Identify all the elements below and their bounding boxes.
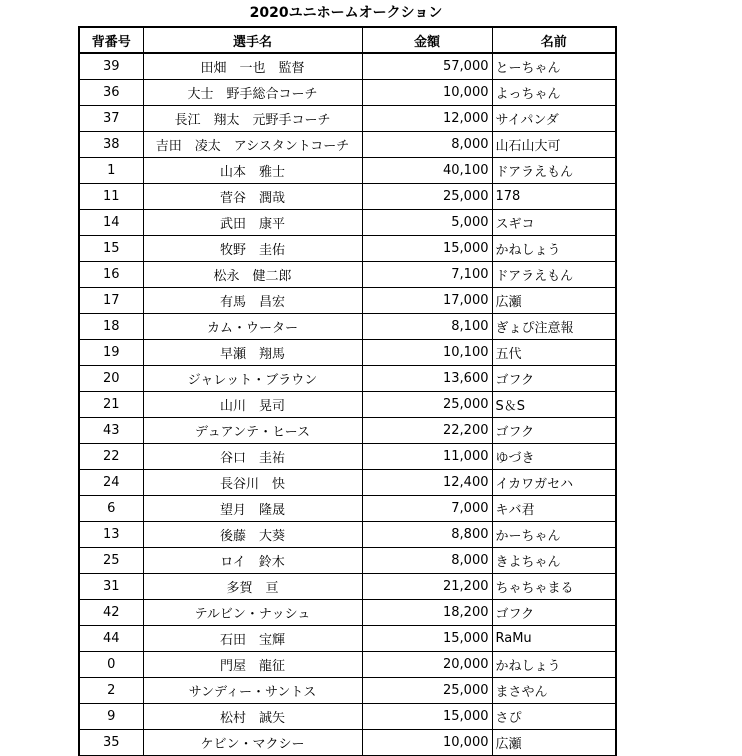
cell-uniform-number: 36 xyxy=(79,79,143,105)
cell-bidder-name: 広瀬 xyxy=(492,287,616,313)
cell-uniform-number: 0 xyxy=(79,651,143,677)
cell-uniform-number: 14 xyxy=(79,209,143,235)
cell-player-name: デュアンテ・ヒース xyxy=(143,417,362,443)
cell-uniform-number: 17 xyxy=(79,287,143,313)
cell-amount: 7,000 xyxy=(362,495,492,521)
cell-bidder-name: かねしょう xyxy=(492,651,616,677)
cell-uniform-number: 16 xyxy=(79,261,143,287)
table-row xyxy=(79,521,616,547)
table-row xyxy=(79,391,616,417)
cell-uniform-number: 11 xyxy=(79,183,143,209)
cell-uniform-number: 6 xyxy=(79,495,143,521)
table-row xyxy=(79,287,616,313)
cell-amount: 15,000 xyxy=(362,625,492,651)
cell-uniform-number: 15 xyxy=(79,235,143,261)
cell-player-name: 望月 隆晟 xyxy=(143,495,362,521)
table-row xyxy=(79,53,616,79)
cell-bidder-name: ぎょぴ注意報 xyxy=(492,313,616,339)
cell-amount: 15,000 xyxy=(362,703,492,729)
cell-uniform-number: 21 xyxy=(79,391,143,417)
cell-uniform-number: 37 xyxy=(79,105,143,131)
cell-player-name: 田畑 一也 監督 xyxy=(143,53,362,79)
cell-bidder-name: 五代 xyxy=(492,339,616,365)
cell-player-name: 後藤 大葵 xyxy=(143,521,362,547)
cell-uniform-number: 24 xyxy=(79,469,143,495)
cell-uniform-number: 31 xyxy=(79,573,143,599)
cell-bidder-name: スギコ xyxy=(492,209,616,235)
cell-bidder-name: きよちゃん xyxy=(492,547,616,573)
table-row xyxy=(79,703,616,729)
table-row xyxy=(79,235,616,261)
cell-player-name: 武田 康平 xyxy=(143,209,362,235)
table-row xyxy=(79,183,616,209)
cell-bidder-name: よっちゃん xyxy=(492,79,616,105)
cell-bidder-name: ちゃちゃまる xyxy=(492,573,616,599)
header-bidder-name: 名前 xyxy=(492,27,616,53)
cell-amount: 8,800 xyxy=(362,521,492,547)
cell-bidder-name: 山石山大可 xyxy=(492,131,616,157)
cell-player-name: ケビン・マクシー xyxy=(143,729,362,755)
cell-bidder-name: RaMu xyxy=(492,625,616,651)
cell-bidder-name: ドアラえもん xyxy=(492,157,616,183)
cell-amount: 8,000 xyxy=(362,547,492,573)
cell-player-name: カム・ウーター xyxy=(143,313,362,339)
table-row xyxy=(79,599,616,625)
cell-amount: 12,400 xyxy=(362,469,492,495)
cell-amount: 8,000 xyxy=(362,131,492,157)
cell-amount: 21,200 xyxy=(362,573,492,599)
cell-amount: 10,100 xyxy=(362,339,492,365)
cell-bidder-name: サイパンダ xyxy=(492,105,616,131)
cell-bidder-name: ゴフク xyxy=(492,417,616,443)
table-row xyxy=(79,469,616,495)
table-row xyxy=(79,105,616,131)
cell-amount: 57,000 xyxy=(362,53,492,79)
cell-uniform-number: 19 xyxy=(79,339,143,365)
table-body xyxy=(79,53,616,755)
cell-player-name: ジャレット・ブラウン xyxy=(143,365,362,391)
table-row xyxy=(79,365,616,391)
cell-bidder-name: イカワガセハ xyxy=(492,469,616,495)
cell-player-name: ロイ 鈴木 xyxy=(143,547,362,573)
cell-amount: 15,000 xyxy=(362,235,492,261)
cell-player-name: 長江 翔太 元野手コーチ xyxy=(143,105,362,131)
cell-player-name: 早瀬 翔馬 xyxy=(143,339,362,365)
cell-player-name: 石田 宝輝 xyxy=(143,625,362,651)
header-player-name: 選手名 xyxy=(143,27,362,53)
cell-player-name: 多賀 亘 xyxy=(143,573,362,599)
cell-uniform-number: 38 xyxy=(79,131,143,157)
cell-player-name: 松永 健二郎 xyxy=(143,261,362,287)
cell-amount: 10,000 xyxy=(362,79,492,105)
header-amount: 金額 xyxy=(362,27,492,53)
cell-player-name: 門屋 龍征 xyxy=(143,651,362,677)
table-row xyxy=(79,339,616,365)
cell-bidder-name: ドアラえもん xyxy=(492,261,616,287)
cell-amount: 5,000 xyxy=(362,209,492,235)
cell-uniform-number: 13 xyxy=(79,521,143,547)
cell-amount: 25,000 xyxy=(362,391,492,417)
cell-uniform-number: 20 xyxy=(79,365,143,391)
cell-amount: 40,100 xyxy=(362,157,492,183)
cell-uniform-number: 18 xyxy=(79,313,143,339)
cell-uniform-number: 35 xyxy=(79,729,143,755)
cell-player-name: 長谷川 快 xyxy=(143,469,362,495)
cell-amount: 22,200 xyxy=(362,417,492,443)
table-row xyxy=(79,131,616,157)
cell-amount: 8,100 xyxy=(362,313,492,339)
cell-amount: 11,000 xyxy=(362,443,492,469)
cell-player-name: 山本 雅士 xyxy=(143,157,362,183)
cell-uniform-number: 22 xyxy=(79,443,143,469)
cell-uniform-number: 44 xyxy=(79,625,143,651)
cell-player-name: 吉田 凌太 アシスタントコーチ xyxy=(143,131,362,157)
table-row xyxy=(79,625,616,651)
cell-bidder-name: さぴ xyxy=(492,703,616,729)
table-row xyxy=(79,157,616,183)
cell-player-name: テルビン・ナッシュ xyxy=(143,599,362,625)
cell-uniform-number: 25 xyxy=(79,547,143,573)
cell-bidder-name: キバ君 xyxy=(492,495,616,521)
cell-player-name: 大士 野手総合コーチ xyxy=(143,79,362,105)
cell-amount: 7,100 xyxy=(362,261,492,287)
cell-uniform-number: 43 xyxy=(79,417,143,443)
table-row xyxy=(79,573,616,599)
cell-amount: 25,000 xyxy=(362,183,492,209)
cell-uniform-number: 1 xyxy=(79,157,143,183)
cell-amount: 12,000 xyxy=(362,105,492,131)
table-row xyxy=(79,651,616,677)
cell-uniform-number: 39 xyxy=(79,53,143,79)
auction-table xyxy=(78,26,617,756)
table-row xyxy=(79,443,616,469)
table-row xyxy=(79,79,616,105)
cell-uniform-number: 9 xyxy=(79,703,143,729)
cell-amount: 10,000 xyxy=(362,729,492,755)
table-row xyxy=(79,261,616,287)
cell-player-name: 谷口 圭祐 xyxy=(143,443,362,469)
table-row xyxy=(79,495,616,521)
table-row xyxy=(79,547,616,573)
cell-bidder-name: かーちゃん xyxy=(492,521,616,547)
cell-player-name: 有馬 昌宏 xyxy=(143,287,362,313)
page-title: 2020ユニホームオークション xyxy=(249,5,443,21)
cell-uniform-number: 2 xyxy=(79,677,143,703)
cell-bidder-name: まさやん xyxy=(492,677,616,703)
cell-bidder-name: かねしょう xyxy=(492,235,616,261)
cell-amount: 13,600 xyxy=(362,365,492,391)
cell-bidder-name: 178 xyxy=(492,183,616,209)
cell-bidder-name: ゆづき xyxy=(492,443,616,469)
header-uniform-number: 背番号 xyxy=(79,27,143,53)
cell-uniform-number: 42 xyxy=(79,599,143,625)
table-header-row xyxy=(79,27,616,53)
cell-player-name: 牧野 圭佑 xyxy=(143,235,362,261)
cell-bidder-name: 広瀬 xyxy=(492,729,616,755)
table-row xyxy=(79,209,616,235)
cell-bidder-name: ゴフク xyxy=(492,365,616,391)
table-row xyxy=(79,313,616,339)
table-row xyxy=(79,729,616,755)
cell-bidder-name: S＆S xyxy=(492,391,616,417)
cell-amount: 17,000 xyxy=(362,287,492,313)
cell-player-name: サンディー・サントス xyxy=(143,677,362,703)
cell-bidder-name: とーちゃん xyxy=(492,53,616,79)
cell-bidder-name: ゴフク xyxy=(492,599,616,625)
table-row xyxy=(79,677,616,703)
cell-amount: 25,000 xyxy=(362,677,492,703)
cell-amount: 20,000 xyxy=(362,651,492,677)
cell-player-name: 菅谷 潤哉 xyxy=(143,183,362,209)
cell-player-name: 山川 晃司 xyxy=(143,391,362,417)
table-row xyxy=(79,417,616,443)
cell-amount: 18,200 xyxy=(362,599,492,625)
cell-player-name: 松村 誠矢 xyxy=(143,703,362,729)
